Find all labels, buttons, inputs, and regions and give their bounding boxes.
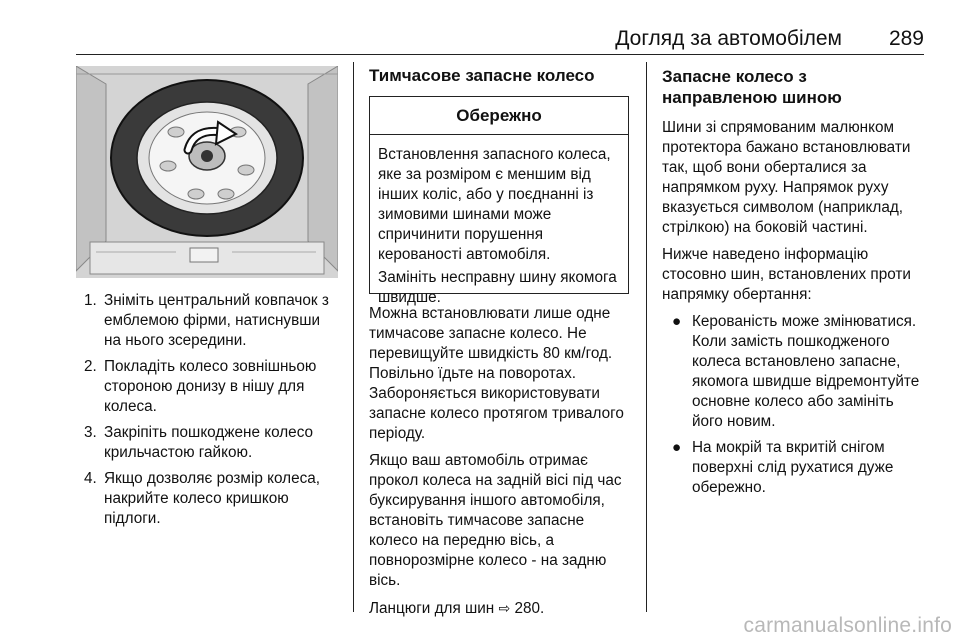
page-reference-icon: ⇨: [498, 600, 511, 616]
bullet-icon: ●: [672, 313, 682, 330]
page-reference[interactable]: 280.: [514, 600, 545, 617]
section-heading: Запасне колесо з направленою шиною: [662, 67, 842, 107]
column-divider: [646, 62, 647, 612]
spare-wheel-icon: [76, 66, 338, 278]
paragraph: Можна встановлювати лише одне тимчасове запасне колесо. Не перевищуйте швидкість 80 км/год. Повільно їдьте на поворотах. Забороняється використовувати запасне колесо протягом тривалого періоду.: [369, 305, 624, 442]
list-item: ● Керованість може змінюватися. Коли замість пошкодженого колеса встановлено запасне, якомога швидше відремонтуйте основне колесо або замініть його новим.: [672, 313, 920, 430]
list-item: 2. Покладіть колесо зовнішньою стороною донизу в нішу для колеса.: [84, 358, 317, 415]
column-divider: [353, 62, 354, 612]
page-number: 289: [888, 27, 924, 50]
temporary-spare-text: [369, 304, 633, 626]
temporary-spare-section: [369, 60, 631, 86]
caution-title: Обережно: [370, 97, 628, 135]
section-heading: Тимчасове запасне колесо: [369, 66, 595, 85]
directional-tyre-section: [662, 66, 924, 504]
paragraph: Шини зі спрямованим малюнком протектора бажано встановлювати так, щоб вони оберталися за напрямком руху. Напрямок руху вказується символом (наприклад, стрілкою) на боковій частині.: [662, 119, 911, 236]
list-item: 4. Якщо дозволяє розмір колеса, накрийте колесо кришкою підлоги.: [84, 470, 320, 527]
list-item: 3. Закріпіть пошкоджене колесо крильчастою гайкою.: [84, 424, 314, 461]
chains-reference: Ланцюги для шин ⇨ 280.: [369, 600, 545, 617]
paragraph: Нижче наведено інформацію стосовно шин, встановлених проти напрямку обертання:: [662, 246, 911, 303]
bullet-list: [662, 312, 924, 498]
watermark: carmanualsonline.info: [743, 614, 952, 637]
caution-box: [369, 96, 629, 306]
caution-body: [370, 135, 628, 308]
spare-wheel-illustration: [76, 66, 338, 278]
list-item: ● На мокрій та вкритій снігом поверхні слід рухатися дуже обережно.: [672, 439, 894, 496]
page-header: [76, 24, 924, 55]
list-item: 1. Зніміть центральний ковпачок з емблемою фірми, натиснувши на нього зсередини.: [84, 292, 329, 349]
instruction-steps: [76, 291, 338, 535]
header-title: Догляд за автомобілем: [615, 27, 842, 50]
bullet-icon: ●: [672, 439, 682, 456]
caution-paragraph: Замініть несправну шину якомога швидше.: [378, 269, 617, 306]
caution-paragraph: Встановлення запасного колеса, яке за розміром є меншим від інших коліс, або у поєднанні із зимовими шинами може спричинити порушення керованості автомобіля.: [378, 146, 611, 263]
paragraph: Якщо ваш автомобіль отримає прокол колеса на задній вісі під час буксирування іншого автомобіля, встановіть тимчасове запасне колесо на передню вісь, а повнорозмірне колесо - на задню вісь.: [369, 452, 622, 589]
